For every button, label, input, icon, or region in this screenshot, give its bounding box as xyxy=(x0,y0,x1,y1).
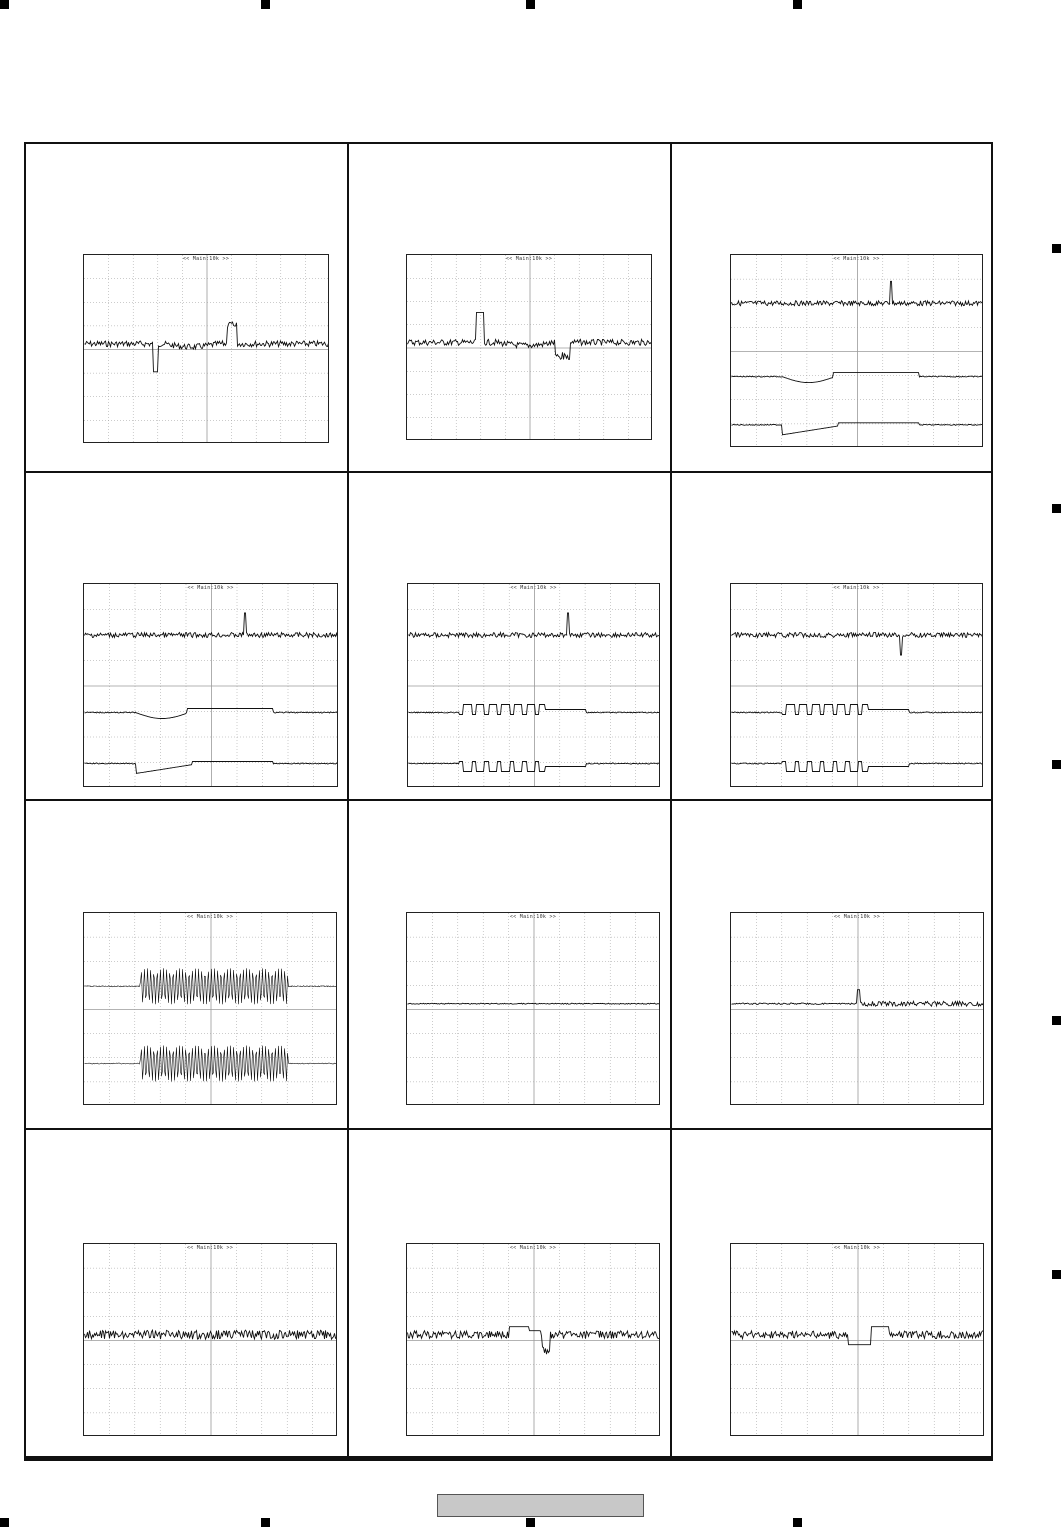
scope-plot xyxy=(84,255,329,443)
scope-header: << Main:10k >> xyxy=(182,256,230,262)
scope-header: << Main:10k >> xyxy=(186,1245,234,1251)
oscilloscope-screen xyxy=(406,1243,660,1436)
registration-mark-right-2 xyxy=(1052,504,1061,513)
scope-header: << Main:10k >> xyxy=(833,1245,881,1251)
scope-plot xyxy=(731,584,983,787)
oscilloscope-screen xyxy=(730,912,984,1105)
oscilloscope-screen xyxy=(406,254,652,440)
scope-plot xyxy=(731,255,983,447)
scope-header: << Main:10k >> xyxy=(510,585,557,591)
scope-header: << Main:10k >> xyxy=(186,914,234,920)
scope-plot xyxy=(84,913,337,1105)
row-divider xyxy=(26,799,991,801)
registration-mark-top-3 xyxy=(526,0,535,9)
registration-mark-top-4 xyxy=(793,0,802,9)
registration-mark-bottom-1 xyxy=(0,1518,9,1527)
row-divider xyxy=(26,1128,991,1130)
registration-mark-top-1 xyxy=(0,0,9,9)
oscilloscope-screen xyxy=(406,912,660,1105)
oscilloscope-screen xyxy=(83,583,338,787)
bottom-rule xyxy=(24,1458,993,1461)
registration-mark-bottom-2 xyxy=(261,1518,270,1527)
oscilloscope-screen xyxy=(83,1243,337,1436)
registration-mark-right-5 xyxy=(1052,1270,1061,1279)
oscilloscope-screen xyxy=(83,912,337,1105)
registration-mark-right-1 xyxy=(1052,244,1061,253)
oscilloscope-screen xyxy=(730,254,983,447)
scope-header: << Main:10k >> xyxy=(187,585,234,591)
scope-plot xyxy=(407,913,660,1105)
oscilloscope-screen xyxy=(730,583,983,787)
scope-header: << Main:10k >> xyxy=(509,1245,557,1251)
scope-plot xyxy=(731,913,984,1105)
waveform-trace xyxy=(408,1003,661,1004)
registration-mark-right-3 xyxy=(1052,760,1061,769)
scope-plot xyxy=(84,584,338,787)
scope-header: << Main:10k >> xyxy=(509,914,557,920)
row-divider xyxy=(26,471,991,473)
scope-plot xyxy=(407,1244,660,1436)
oscilloscope-screen xyxy=(730,1243,984,1436)
scope-plot xyxy=(731,1244,984,1436)
scope-plot xyxy=(407,255,652,440)
oscilloscope-screen xyxy=(407,583,660,787)
scope-plot xyxy=(408,584,660,787)
registration-mark-bottom-4 xyxy=(793,1518,802,1527)
registration-mark-right-4 xyxy=(1052,1016,1061,1025)
scope-plot xyxy=(84,1244,337,1436)
oscilloscope-screen xyxy=(83,254,329,443)
registration-mark-top-2 xyxy=(261,0,270,9)
scope-header: << Main:10k >> xyxy=(833,585,880,591)
scope-header: << Main:10k >> xyxy=(505,256,553,262)
page-label-box xyxy=(437,1494,644,1517)
registration-mark-bottom-3 xyxy=(526,1518,535,1527)
scope-header: << Main:10k >> xyxy=(833,914,881,920)
scope-header: << Main:10k >> xyxy=(833,256,880,262)
